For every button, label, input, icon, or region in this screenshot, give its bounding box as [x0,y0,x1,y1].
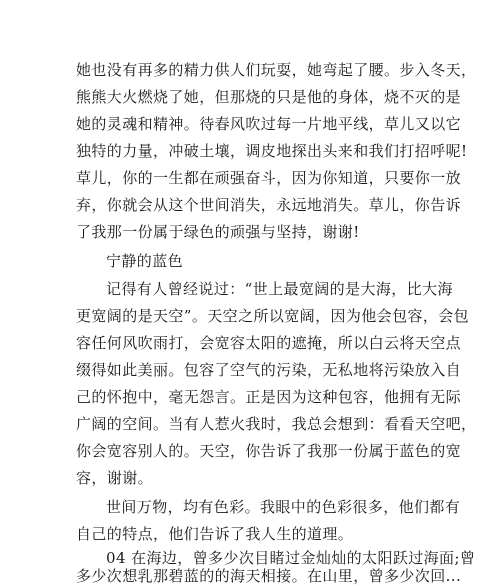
paragraph-line: 缀得如此美丽。包容了空气的污染，无私地将污染放入自 [76,361,462,379]
paragraph-line: 容任何风吹雨打，会宽容太阳的遮掩，所以白云将天空点 [76,334,462,352]
paragraph-line: 记得有人曾经说过：“世上最宽阔的是大海，比大海 [106,280,453,298]
paragraph-line: 草儿，你的一生都在顽强奋斗，因为你知道，只要你一放 [76,169,462,187]
paragraph-line: 世间万物，均有色彩。我眼中的色彩很多，他们都有 [106,498,461,516]
paragraph-line: 多少次想乳那碧蓝的的海天相接。在山里，曾多少次回... [76,567,462,585]
section-heading: 宁静的蓝色 [106,252,184,270]
paragraph-line: 你会宽容别人的。天空，你告诉了我那一份属于蓝色的宽 [76,442,462,460]
paragraph-line: 04 在海边，曾多少次目睹过金灿灿的太阳跃过海面;曾 [106,549,476,567]
paragraph-line: 她也没有再多的精力供人们玩耍，她弯起了腰。步入冬天， [76,61,477,79]
paragraph-line: 更宽阔的是天空”。天空之所以宽阔，因为他会包容，会包 [76,307,470,325]
paragraph-line: 她的灵魂和精神。待春风吹过每一片地平线，草儿又以它 [76,115,462,133]
paragraph-line: 独特的力量，冲破土壤，调皮地探出头来和我们打招呼呢! [76,142,468,160]
paragraph-line: 己的怀抱中，毫无怨言。正是因为这种包容，他拥有无际 [76,388,462,406]
paragraph-line: 熊熊大火燃烧了她，但那烧的只是他的身体，烧不灭的是 [76,88,462,106]
paragraph-line: 弃，你就会从这个世间消失，永远地消失。草儿，你告诉 [76,196,462,214]
paragraph-line: 了我那一份属于绿色的顽强与坚持，谢谢! [76,223,360,241]
paragraph-line: 自己的特点，他们告诉了我人生的道理。 [76,525,354,543]
paragraph-line: 容，谢谢。 [76,469,154,487]
paragraph-line: 广阔的空间。当有人惹火我时，我总会想到：看看天空吧， [76,415,477,433]
